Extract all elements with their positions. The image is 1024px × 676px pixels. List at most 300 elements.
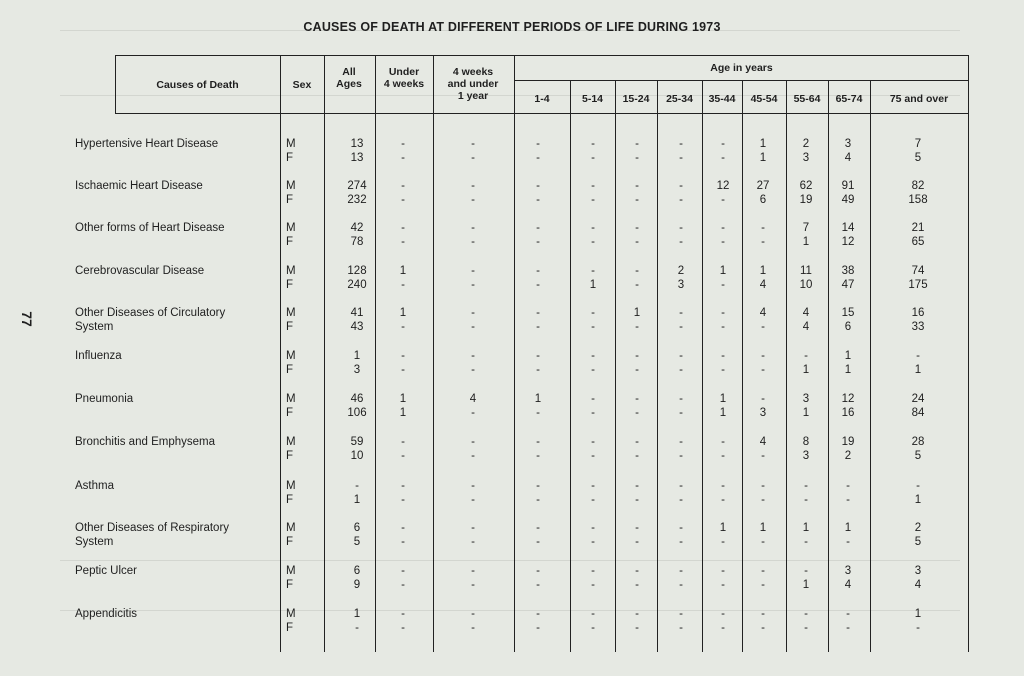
value-cell: 5	[914, 152, 922, 164]
value-cell: -	[536, 138, 540, 150]
value-cell: -	[401, 180, 405, 192]
header-under4w-line2: 4 weeks	[383, 78, 425, 90]
value-cell: 5	[914, 450, 922, 462]
value-cell: -	[536, 450, 540, 462]
value-cell: -	[471, 265, 475, 277]
value-cell: 6	[844, 321, 852, 333]
header-age-1: 5-14	[581, 93, 603, 105]
value-cell: 10	[350, 450, 364, 462]
value-cell: 274	[347, 180, 367, 192]
page-number: 77	[18, 311, 35, 327]
value-cell: 1	[759, 522, 767, 534]
value-cell: -	[401, 364, 405, 376]
column-rule	[514, 55, 515, 652]
header-all-ages	[324, 66, 374, 90]
value-cell: 47	[841, 279, 855, 291]
column-rule	[968, 55, 969, 652]
value-cell: -	[761, 565, 765, 577]
value-cell: 1	[759, 152, 767, 164]
value-cell: 2	[802, 138, 810, 150]
value-cell: 1	[844, 350, 852, 362]
cause-label: Appendicitis	[75, 608, 138, 620]
value-cell: -	[679, 364, 683, 376]
cause-label: Ischaemic Heart Disease	[75, 180, 203, 192]
value-cell: -	[679, 565, 683, 577]
value-cell: -	[401, 579, 405, 591]
value-cell: -	[401, 608, 405, 620]
value-cell: 84	[911, 407, 925, 419]
value-cell: 4	[802, 321, 810, 333]
value-cell: 3	[844, 138, 852, 150]
header-all-ages-line2: Ages	[336, 78, 362, 90]
value-cell: 1	[719, 522, 727, 534]
value-cell: 7	[914, 138, 922, 150]
value-cell: 128	[347, 265, 367, 277]
value-cell: -	[679, 579, 683, 591]
value-cell: 6	[353, 565, 361, 577]
value-cell: 28	[911, 436, 925, 448]
value-cell: 3	[802, 393, 810, 405]
sex-cell: F	[286, 279, 294, 291]
value-cell: 158	[908, 194, 928, 206]
column-rule	[433, 55, 434, 652]
value-cell: -	[471, 236, 475, 248]
value-cell: -	[679, 407, 683, 419]
value-cell: 41	[350, 307, 364, 319]
value-cell: -	[401, 194, 405, 206]
sex-cell: F	[286, 321, 294, 333]
value-cell: 21	[911, 222, 925, 234]
value-cell: 4	[914, 579, 922, 591]
value-cell: 1	[844, 364, 852, 376]
value-cell: -	[635, 321, 639, 333]
value-cell: 13	[350, 152, 364, 164]
value-cell: -	[721, 364, 725, 376]
value-cell: 3	[677, 279, 685, 291]
value-cell: 82	[911, 180, 925, 192]
value-cell: -	[536, 279, 540, 291]
value-cell: 4	[759, 279, 767, 291]
value-cell: -	[471, 494, 475, 506]
value-cell: -	[679, 608, 683, 620]
value-cell: -	[536, 407, 540, 419]
value-cell: 1	[719, 407, 727, 419]
value-cell: 240	[347, 279, 367, 291]
header-bottom-rule	[115, 113, 969, 114]
value-cell: -	[721, 608, 725, 620]
value-cell: 49	[841, 194, 855, 206]
value-cell: -	[536, 608, 540, 620]
value-cell: 12	[841, 393, 855, 405]
value-cell: -	[591, 536, 595, 548]
value-cell: 1	[802, 522, 810, 534]
value-cell: -	[761, 450, 765, 462]
value-cell: 3	[914, 565, 922, 577]
value-cell: -	[536, 364, 540, 376]
value-cell: 4	[844, 152, 852, 164]
value-cell: -	[536, 522, 540, 534]
header-age-7: 65-74	[835, 93, 863, 105]
value-cell: -	[679, 480, 683, 492]
value-cell: -	[679, 494, 683, 506]
value-cell: -	[679, 321, 683, 333]
value-cell: -	[471, 450, 475, 462]
value-cell: 3	[353, 364, 361, 376]
value-cell: -	[591, 180, 595, 192]
cause-label: Cerebrovascular Disease	[75, 265, 205, 277]
value-cell: 33	[911, 321, 925, 333]
value-cell: 7	[802, 222, 810, 234]
value-cell: -	[591, 608, 595, 620]
value-cell: -	[761, 480, 765, 492]
value-cell: -	[401, 152, 405, 164]
value-cell: 175	[908, 279, 928, 291]
value-cell: 5	[914, 536, 922, 548]
value-cell: -	[721, 436, 725, 448]
header-4-weeks-under-1-year	[433, 66, 513, 102]
value-cell: -	[471, 536, 475, 548]
value-cell: -	[591, 565, 595, 577]
value-cell: -	[471, 321, 475, 333]
value-cell: -	[679, 622, 683, 634]
cause-label: Other Diseases of Respiratory	[75, 522, 230, 534]
value-cell: -	[536, 222, 540, 234]
value-cell: -	[635, 536, 639, 548]
value-cell: 78	[350, 236, 364, 248]
sex-cell: M	[286, 265, 296, 277]
value-cell: -	[401, 622, 405, 634]
value-cell: 24	[911, 393, 925, 405]
column-rule	[615, 80, 616, 652]
value-cell: -	[355, 622, 359, 634]
sex-cell: M	[286, 436, 296, 448]
value-cell: -	[635, 393, 639, 405]
value-cell: -	[804, 565, 808, 577]
value-cell: -	[761, 579, 765, 591]
value-cell: -	[591, 364, 595, 376]
value-cell: 1	[719, 265, 727, 277]
value-cell: -	[471, 622, 475, 634]
value-cell: -	[591, 436, 595, 448]
value-cell: -	[846, 608, 850, 620]
column-rule	[570, 80, 571, 652]
header-age-8: 75 and over	[889, 93, 949, 105]
value-cell: 4	[469, 393, 477, 405]
value-cell: -	[401, 279, 405, 291]
value-cell: -	[401, 436, 405, 448]
value-cell: -	[536, 236, 540, 248]
header-age-in-years: Age in years	[710, 62, 773, 74]
value-cell: 1	[844, 522, 852, 534]
cause-label: Peptic Ulcer	[75, 565, 137, 577]
value-cell: -	[635, 436, 639, 448]
sex-cell: F	[286, 364, 294, 376]
sex-cell: M	[286, 522, 296, 534]
value-cell: -	[635, 222, 639, 234]
sex-cell: M	[286, 180, 296, 192]
value-cell: 13	[350, 138, 364, 150]
value-cell: 1	[802, 236, 810, 248]
sex-cell: F	[286, 494, 294, 506]
value-cell: -	[635, 236, 639, 248]
value-cell: 1	[399, 393, 407, 405]
value-cell: -	[536, 152, 540, 164]
value-cell: -	[804, 622, 808, 634]
value-cell: -	[591, 194, 595, 206]
value-cell: -	[591, 350, 595, 362]
value-cell: -	[471, 480, 475, 492]
column-rule	[870, 80, 871, 652]
value-cell: -	[679, 450, 683, 462]
value-cell: 15	[841, 307, 855, 319]
value-cell: -	[635, 279, 639, 291]
value-cell: -	[536, 436, 540, 448]
value-cell: -	[536, 579, 540, 591]
value-cell: -	[591, 393, 595, 405]
value-cell: 6	[759, 194, 767, 206]
value-cell: 9	[353, 579, 361, 591]
value-cell: 14	[841, 222, 855, 234]
value-cell: 1	[353, 608, 361, 620]
value-cell: -	[721, 138, 725, 150]
value-cell: -	[591, 579, 595, 591]
value-cell: -	[679, 236, 683, 248]
value-cell: -	[471, 152, 475, 164]
header-age-4: 35-44	[708, 93, 736, 105]
value-cell: -	[401, 321, 405, 333]
value-cell: -	[471, 579, 475, 591]
sex-cell: F	[286, 579, 294, 591]
value-cell: -	[471, 522, 475, 534]
value-cell: -	[635, 407, 639, 419]
value-cell: -	[679, 436, 683, 448]
value-cell: 11	[800, 265, 812, 277]
value-cell: -	[591, 236, 595, 248]
value-cell: -	[536, 194, 540, 206]
value-cell: -	[536, 622, 540, 634]
sex-cell: M	[286, 222, 296, 234]
header-under-4-weeks	[376, 66, 432, 90]
value-cell: -	[591, 407, 595, 419]
value-cell: -	[591, 321, 595, 333]
value-cell: -	[471, 608, 475, 620]
value-cell: -	[721, 350, 725, 362]
value-cell: -	[804, 494, 808, 506]
header-4w1y-line2: and under	[447, 78, 499, 90]
header-4w1y-line3: 1 year	[457, 90, 489, 102]
value-cell: -	[591, 494, 595, 506]
value-cell: -	[721, 536, 725, 548]
value-cell: 27	[756, 180, 770, 192]
value-cell: -	[916, 350, 920, 362]
value-cell: 4	[759, 436, 767, 448]
header-age-5: 45-54	[750, 93, 778, 105]
value-cell: 74	[911, 265, 925, 277]
value-cell: 5	[353, 536, 361, 548]
value-cell: -	[591, 307, 595, 319]
value-cell: 3	[759, 407, 767, 419]
value-cell: 106	[347, 407, 367, 419]
value-cell: -	[355, 480, 359, 492]
value-cell: 19	[841, 436, 855, 448]
value-cell: -	[761, 622, 765, 634]
value-cell: -	[536, 536, 540, 548]
value-cell: -	[635, 350, 639, 362]
header-age-6: 55-64	[793, 93, 821, 105]
value-cell: -	[761, 494, 765, 506]
value-cell: -	[635, 622, 639, 634]
value-cell: 3	[802, 152, 810, 164]
value-cell: -	[846, 536, 850, 548]
value-cell: 1	[353, 350, 361, 362]
value-cell: -	[536, 480, 540, 492]
value-cell: -	[471, 565, 475, 577]
value-cell: -	[721, 450, 725, 462]
value-cell: -	[635, 579, 639, 591]
value-cell: -	[804, 536, 808, 548]
value-cell: -	[679, 350, 683, 362]
value-cell: -	[761, 608, 765, 620]
sex-cell: M	[286, 138, 296, 150]
value-cell: -	[536, 321, 540, 333]
cause-label: Asthma	[75, 480, 114, 492]
value-cell: -	[635, 138, 639, 150]
value-cell: 2	[844, 450, 852, 462]
column-rule	[324, 55, 325, 652]
value-cell: -	[679, 194, 683, 206]
value-cell: -	[635, 450, 639, 462]
value-cell: -	[591, 450, 595, 462]
cause-label: Influenza	[75, 350, 122, 362]
value-cell: -	[721, 622, 725, 634]
sex-cell: M	[286, 565, 296, 577]
sex-cell: F	[286, 536, 294, 548]
value-cell: 42	[350, 222, 364, 234]
header-top-rule	[115, 55, 969, 56]
value-cell: -	[471, 180, 475, 192]
value-cell: -	[635, 522, 639, 534]
value-cell: -	[721, 480, 725, 492]
value-cell: -	[591, 152, 595, 164]
value-cell: 1	[399, 407, 407, 419]
value-cell: -	[761, 393, 765, 405]
cause-label: Other Diseases of Circulatory	[75, 307, 226, 319]
value-cell: 1	[802, 364, 810, 376]
value-cell: -	[401, 450, 405, 462]
sex-cell: F	[286, 236, 294, 248]
value-cell: -	[846, 494, 850, 506]
value-cell: -	[536, 265, 540, 277]
value-cell: 1	[399, 307, 407, 319]
value-cell: 1	[914, 494, 922, 506]
value-cell: 1	[534, 393, 542, 405]
value-cell: -	[761, 321, 765, 333]
value-cell: 1	[802, 407, 810, 419]
value-cell: 19	[799, 194, 813, 206]
sex-cell: M	[286, 307, 296, 319]
value-cell: -	[721, 494, 725, 506]
sex-cell: M	[286, 608, 296, 620]
value-cell: 1	[802, 579, 810, 591]
sex-cell: M	[286, 393, 296, 405]
value-cell: -	[401, 536, 405, 548]
value-cell: -	[635, 565, 639, 577]
sex-cell: F	[286, 622, 294, 634]
value-cell: 3	[802, 450, 810, 462]
value-cell: -	[721, 565, 725, 577]
value-cell: -	[721, 194, 725, 206]
cause-label: Other forms of Heart Disease	[75, 222, 225, 234]
sex-cell: F	[286, 407, 294, 419]
column-rule	[657, 80, 658, 652]
value-cell: -	[401, 565, 405, 577]
value-cell: 10	[799, 279, 813, 291]
value-cell: -	[401, 494, 405, 506]
header-sex: Sex	[292, 79, 312, 91]
value-cell: -	[536, 180, 540, 192]
value-cell: -	[679, 222, 683, 234]
value-cell: 16	[841, 407, 855, 419]
sex-cell: F	[286, 450, 294, 462]
value-cell: -	[401, 350, 405, 362]
value-cell: -	[761, 236, 765, 248]
value-cell: 3	[844, 565, 852, 577]
cause-label: Bronchitis and Emphysema	[75, 436, 215, 448]
value-cell: -	[804, 480, 808, 492]
value-cell: -	[401, 222, 405, 234]
value-cell: -	[471, 350, 475, 362]
value-cell: -	[721, 279, 725, 291]
value-cell: 1	[353, 494, 361, 506]
value-cell: -	[804, 608, 808, 620]
value-cell: 2	[677, 265, 685, 277]
value-cell: 8	[802, 436, 810, 448]
value-cell: -	[591, 622, 595, 634]
value-cell: 38	[841, 265, 855, 277]
value-cell: -	[721, 321, 725, 333]
value-cell: -	[591, 265, 595, 277]
header-4w1y-line1: 4 weeks	[452, 66, 494, 78]
sex-cell: F	[286, 152, 294, 164]
value-cell: 91	[841, 180, 855, 192]
value-cell: -	[635, 608, 639, 620]
value-cell: -	[471, 407, 475, 419]
value-cell: -	[471, 436, 475, 448]
value-cell: -	[536, 350, 540, 362]
value-cell: -	[401, 480, 405, 492]
value-cell: -	[635, 480, 639, 492]
value-cell: -	[761, 350, 765, 362]
value-cell: -	[635, 180, 639, 192]
value-cell: -	[635, 194, 639, 206]
value-cell: -	[679, 522, 683, 534]
value-cell: 65	[911, 236, 925, 248]
value-cell: -	[401, 138, 405, 150]
sex-cell: M	[286, 480, 296, 492]
value-cell: -	[761, 364, 765, 376]
value-cell: -	[916, 480, 920, 492]
value-cell: 1	[589, 279, 597, 291]
value-cell: 16	[911, 307, 925, 319]
value-cell: -	[591, 480, 595, 492]
value-cell: 43	[350, 321, 364, 333]
value-cell: -	[471, 364, 475, 376]
value-cell: 2	[914, 522, 922, 534]
value-cell: -	[916, 622, 920, 634]
value-cell: -	[635, 265, 639, 277]
value-cell: 4	[844, 579, 852, 591]
value-cell: -	[721, 236, 725, 248]
